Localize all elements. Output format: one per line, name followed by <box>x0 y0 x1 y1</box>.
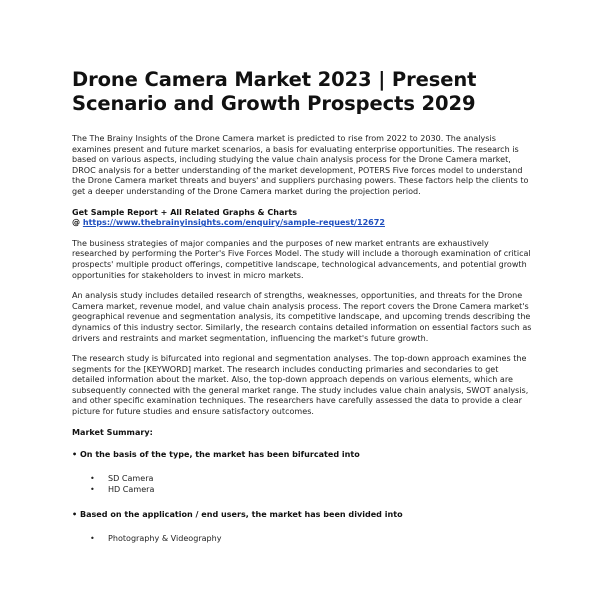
sample-report-label: Get Sample Report + All Related Graphs & Charts <box>72 207 298 217</box>
page-title: Drone Camera Market 2023 | Present Scenario and Growth Prospects 2029 <box>72 68 477 115</box>
research-paragraph: The research study is bifurcated into regional and segmentation analyses. The top-down approach examines the segments for the [KEYWORD] market. The research includes conducting primaries and secondaries to get detailed information about the market. Also, the top-down approach depends on various elements, which are subsequently connected with the general market range. The study includes value chain analysis, SWOT analysis, and other specific examination techniques. The researchers have carefully assessed the data to provide a clear picture for future studies and ensure satisfactory outcomes. <box>72 354 529 417</box>
list-item <box>90 473 532 485</box>
type-sd-camera: SD Camera <box>108 473 154 483</box>
analysis-paragraph: An analysis study includes detailed research of strengths, weaknesses, opportunities, and threats for the Drone Camera market, revenue model, and value chain analysis process. The report covers the Drone Camera market's geographical revenue and segmentation analysis, its competitive landscape, and upcoming trends describing the dynamics of this industry sector. Similarly, the research contains detailed information on essential factors such as drivers and restraints and market segmentation, influencing the market's future growth. <box>72 291 532 343</box>
sample-report-link-line <box>72 218 532 229</box>
at-sign: @ <box>72 218 83 228</box>
application-segment-heading: • Based on the application / end users, the market has been divided into <box>72 509 403 519</box>
list-item <box>90 533 532 545</box>
bullet-icon: • <box>90 485 95 495</box>
sample-request-link[interactable]: https://www.thebrainyinsights.com/enquiry/sample-request/12672 <box>82 218 385 228</box>
type-segment-heading: • On the basis of the type, the market has been bifurcated into <box>72 449 360 459</box>
application-photography: Photography & Videography <box>108 533 222 543</box>
type-list <box>72 473 532 496</box>
application-list <box>72 533 532 545</box>
bullet-icon: • <box>90 473 95 483</box>
sample-report-block <box>72 208 532 229</box>
document-page <box>72 68 532 558</box>
list-item <box>90 484 532 496</box>
intro-paragraph: The The Brainy Insights of the Drone Camera market is predicted to rise from 2022 to 2030. The analysis examines present and future market scenarios, a basis for evaluating enterprise opportunities. The research is based on various aspects, including studying the value chain analysis process for the Drone Camera market, DROC analysis for a better understanding of the market development, POTERS Five forces model to understand the Drone Camera market threats and buyers' and suppliers purchasing powers. These factors help the clients to get a deeper understanding of the Drone Camera market during the projection period. <box>72 134 529 196</box>
bullet-icon: • <box>90 533 95 543</box>
market-summary-heading: Market Summary: <box>72 427 153 437</box>
strategy-paragraph: The business strategies of major companies and the purposes of new market entrants are exhaustively researched by performing the Porter's Five Forces Model. The study will include a thorough examination of critical prospects' multiple product offerings, competitive landscape, technological advancements, and potential growth opportunities for stakeholders to invest in micro markets. <box>72 238 531 280</box>
type-hd-camera: HD Camera <box>108 485 155 495</box>
